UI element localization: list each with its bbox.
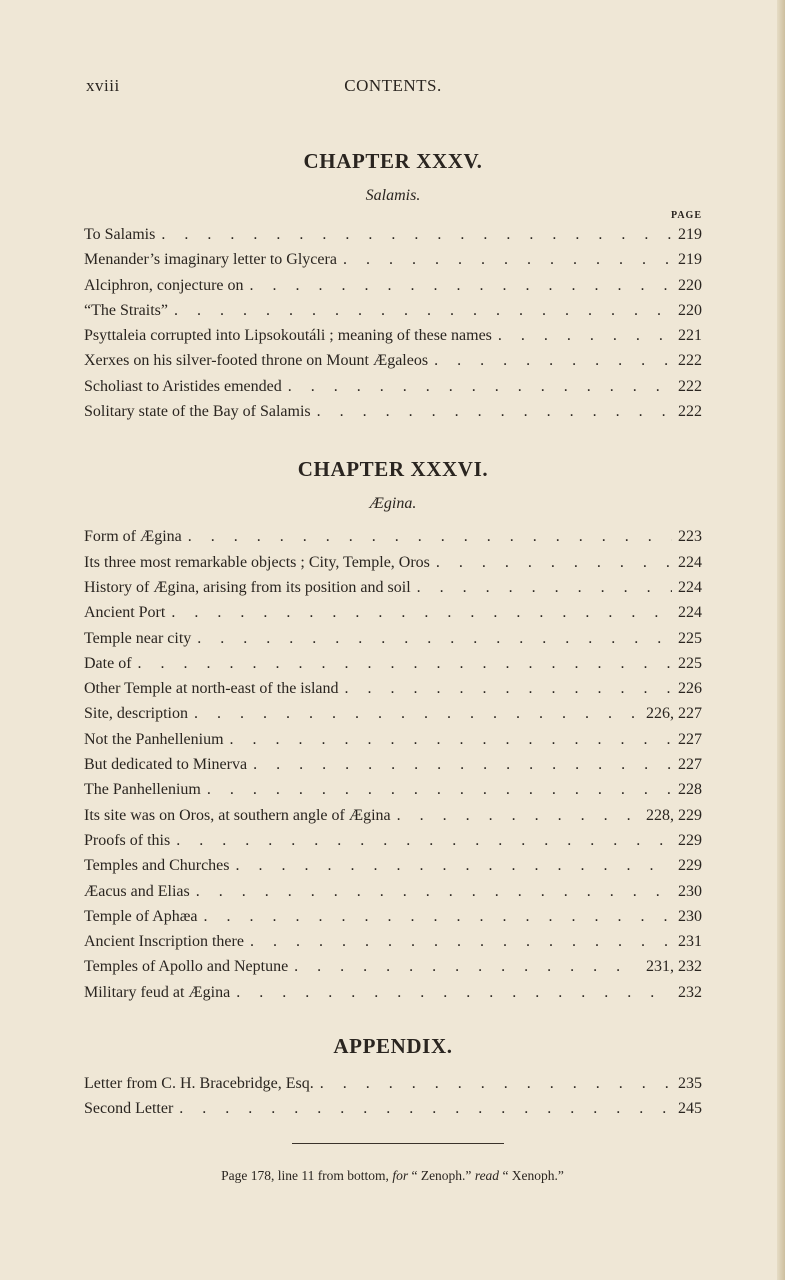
dot-leader [236, 853, 672, 878]
appendix [84, 1031, 702, 1122]
entry-page-number: 223 [678, 528, 702, 546]
erratum-wrong: “ Zenoph.” [411, 1168, 472, 1183]
erratum-read: read [474, 1168, 500, 1183]
dot-leader [171, 600, 672, 625]
entry-title: Æacus and Elias [84, 882, 190, 900]
contents-entry [84, 727, 702, 752]
dot-leader [250, 929, 672, 954]
entry-title: Not the Panhellenium [84, 730, 224, 748]
entry-title: “The Straits” [84, 301, 168, 319]
contents-entry [84, 222, 702, 247]
entry-page-number: 220 [678, 301, 702, 319]
entry-title: Ancient Port [84, 604, 166, 622]
entry-title: Psyttaleia corrupted into Lipsokoutáli ; meaning of these names [84, 327, 492, 345]
contents-entry [84, 904, 702, 929]
dot-leader [138, 651, 672, 676]
dot-leader [397, 803, 640, 828]
chapter-35-entries [84, 222, 702, 424]
contents-entry [84, 954, 702, 979]
entry-page-number: 225 [678, 629, 702, 647]
entry-title: Xerxes on his silver-footed throne on Mount Ægaleos [84, 352, 429, 370]
entry-page-number: 222 [678, 377, 702, 395]
contents-entry [84, 980, 702, 1005]
contents-entry [84, 626, 702, 651]
entry-page-number: 230 [678, 882, 702, 900]
contents-body [84, 146, 702, 1122]
entry-title: Military feud at Ægina [84, 983, 231, 1001]
dot-leader [434, 348, 672, 373]
contents-entry [84, 879, 702, 904]
entry-title: Temple of Aphæa [84, 907, 198, 925]
contents-entry [84, 524, 702, 549]
contents-entry [84, 273, 702, 298]
entry-title: Letter from C. H. Bracebridge, Esq. [84, 1075, 314, 1093]
dot-leader [179, 1096, 672, 1121]
entry-page-number: 219 [678, 226, 702, 243]
entry-title: Temples and Churches [84, 857, 230, 875]
entry-page-number: 222 [678, 352, 702, 370]
entry-title: Solitary state of the Bay of Salamis [84, 403, 311, 421]
entry-page-number: 245 [678, 1100, 702, 1118]
erratum-note [0, 1168, 785, 1184]
entry-page-number: 226, 227 [646, 705, 702, 723]
contents-entry [84, 348, 702, 373]
chapter-36-entries [84, 524, 702, 1005]
contents-entry [84, 247, 702, 272]
chapter-title: CHAPTER XXXVI. [297, 457, 489, 482]
contents-entry [84, 676, 702, 701]
entry-page-number: 219 [678, 251, 702, 269]
entry-title: Second Letter [84, 1100, 174, 1118]
entry-title: Temples of Apollo and Neptune [84, 958, 289, 976]
entry-title: History of Ægina, arising from its position and soil [84, 578, 411, 596]
dot-leader [345, 676, 672, 701]
dot-leader [188, 524, 672, 549]
chapter-36 [84, 454, 702, 1005]
entry-page-number: 232 [678, 983, 702, 1001]
appendix-title: APPENDIX. [333, 1034, 453, 1059]
contents-entry [84, 575, 702, 600]
entry-page-number: 231, 232 [646, 958, 702, 976]
contents-entry [84, 803, 702, 828]
entry-page-number: 229 [678, 857, 702, 875]
entry-title: But dedicated to Minerva [84, 756, 248, 774]
entry-title: The Panhellenium [84, 781, 201, 799]
page-folio: xviii [86, 76, 120, 95]
running-title: CONTENTS. [344, 76, 442, 95]
page-edge [777, 0, 785, 1280]
dot-leader [436, 550, 672, 575]
chapter-35 [84, 146, 702, 424]
contents-entry [84, 752, 702, 777]
contents-entry [84, 929, 702, 954]
entry-title: Its site was on Oros, at southern angle of Ægina [84, 806, 391, 824]
contents-entry [84, 651, 702, 676]
dot-leader [253, 752, 672, 777]
dot-leader [230, 727, 672, 752]
dot-leader [317, 399, 672, 424]
entry-title: Proofs of this [84, 831, 171, 849]
entry-title: Site, description [84, 705, 188, 723]
entry-title: Scholiast to Aristides emended [84, 377, 282, 395]
dot-leader [343, 247, 672, 272]
chapter-title: CHAPTER XXXV. [303, 149, 483, 173]
erratum-prefix: Page 178, line 11 from bottom, [221, 1168, 389, 1183]
dot-leader [174, 298, 672, 323]
contents-entry [84, 828, 702, 853]
entry-page-number: 228, 229 [646, 806, 702, 824]
entry-title: Form of Ægina [84, 528, 182, 546]
entry-title: Ancient Inscription there [84, 933, 244, 951]
dot-leader [207, 777, 672, 802]
contents-entry [84, 701, 702, 726]
entry-page-number: 227 [678, 756, 702, 774]
entry-title: To Salamis [84, 226, 156, 243]
entry-page-number: 222 [678, 403, 702, 421]
appendix-entries [84, 1071, 702, 1122]
contents-entry [84, 298, 702, 323]
entry-page-number: 229 [678, 831, 702, 849]
chapter-subtitle: Ægina. [369, 495, 417, 513]
entry-page-number: 224 [678, 604, 702, 622]
running-head [86, 76, 700, 100]
entry-page-number: 220 [678, 276, 702, 294]
entry-page-number: 226 [678, 680, 702, 698]
section-gap [84, 424, 702, 454]
entry-title: Alciphron, conjecture on [84, 276, 244, 294]
entry-title: Date of [84, 654, 132, 672]
dot-leader [288, 374, 672, 399]
dot-leader [161, 222, 672, 247]
entry-page-number: 227 [678, 730, 702, 748]
entry-page-number: 235 [678, 1075, 702, 1093]
contents-entry [84, 399, 702, 424]
entry-page-number: 224 [678, 578, 702, 596]
page-column-label: PAGE [670, 210, 702, 221]
dot-leader [204, 904, 672, 929]
contents-entry [84, 374, 702, 399]
dot-leader [236, 980, 672, 1005]
entry-title: Its three most remarkable objects ; City, Temple, Oros [84, 553, 430, 571]
footer-rule [292, 1143, 504, 1144]
entry-title: Other Temple at north-east of the island [84, 680, 339, 698]
entry-title: Menander’s imaginary letter to Glycera [84, 251, 337, 269]
dot-leader [194, 701, 640, 726]
erratum-right: “ Xenoph.” [502, 1168, 564, 1183]
section-gap [84, 1005, 702, 1031]
dot-leader [250, 273, 673, 298]
entry-title: Temple near city [84, 629, 192, 647]
dot-leader [320, 1071, 672, 1096]
contents-entry [84, 777, 702, 802]
dot-leader [498, 323, 672, 348]
contents-entry [84, 1071, 702, 1096]
contents-entry [84, 1096, 702, 1121]
dot-leader [197, 626, 672, 651]
dot-leader [417, 575, 672, 600]
dot-leader [176, 828, 672, 853]
chapter-subtitle: Salamis. [365, 187, 421, 204]
entry-page-number: 230 [678, 907, 702, 925]
entry-page-number: 221 [678, 327, 702, 345]
entry-page-number: 225 [678, 654, 702, 672]
dot-leader [196, 879, 672, 904]
contents-entry [84, 853, 702, 878]
dot-leader [294, 954, 640, 979]
entry-page-number: 224 [678, 553, 702, 571]
erratum-for: for [392, 1168, 409, 1183]
entry-page-number: 228 [678, 781, 702, 799]
contents-entry [84, 600, 702, 625]
entry-page-number: 231 [678, 933, 702, 951]
contents-entry [84, 550, 702, 575]
contents-entry [84, 323, 702, 348]
